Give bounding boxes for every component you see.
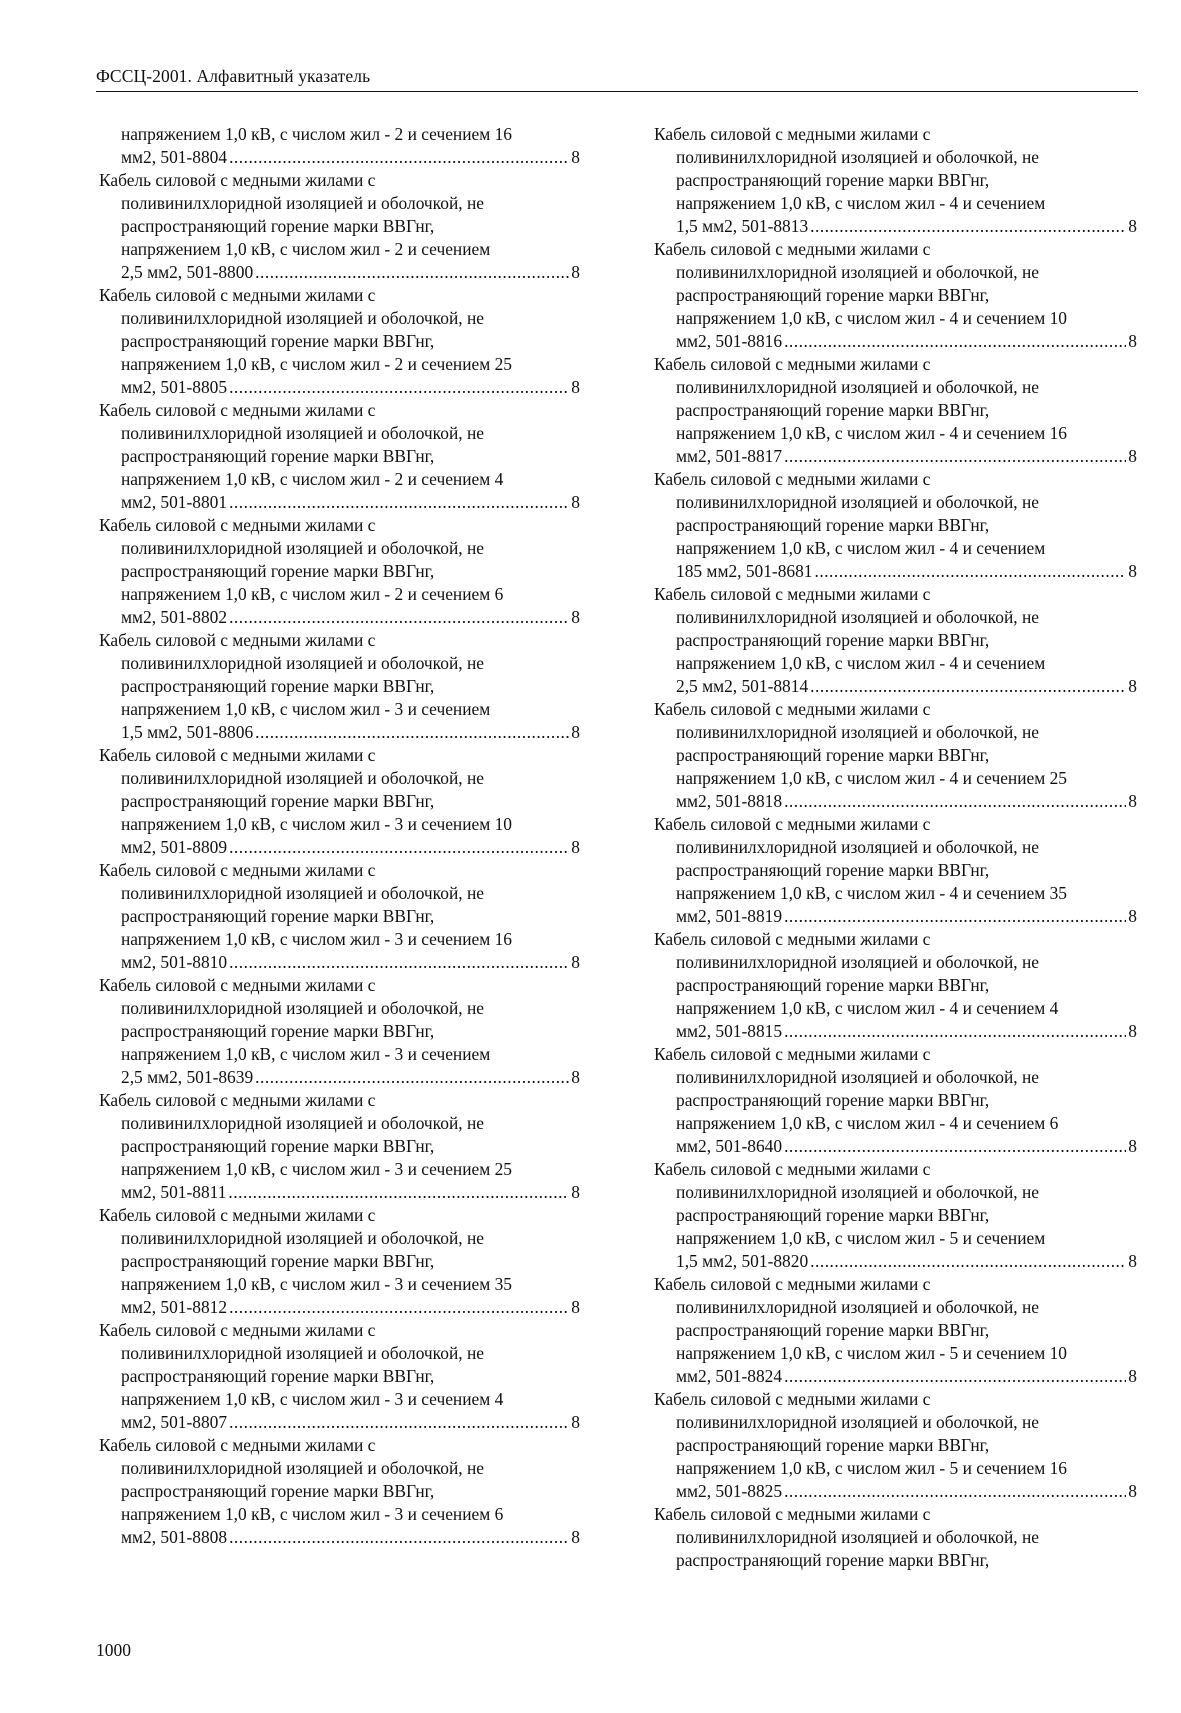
index-page-reference: 8 xyxy=(571,722,580,742)
index-page-reference: 8 xyxy=(1128,1021,1137,1041)
index-entry-last-line xyxy=(99,1066,580,1089)
index-entry-last-line xyxy=(654,1365,1137,1388)
index-page-reference: 8 xyxy=(571,837,580,857)
index-page-reference: 8 xyxy=(1128,1136,1137,1156)
index-entry-last-line xyxy=(654,330,1137,353)
index-entry-line: поливинилхлоридной изоляцией и оболочкой, не xyxy=(676,1297,1039,1317)
index-entry-line: Кабель силовой с медными жилами с xyxy=(654,699,931,719)
index-entry-code: мм2, 501-8812 xyxy=(121,1297,228,1317)
index-entry-last-line xyxy=(654,675,1137,698)
index-entry-line: распространяющий горение марки ВВГнг, xyxy=(676,1435,990,1455)
index-entry-line: поливинилхлоридной изоляцией и оболочкой, не xyxy=(676,837,1039,857)
index-entry-line: поливинилхлоридной изоляцией и оболочкой, не xyxy=(676,377,1039,397)
index-entry-line: напряжением 1,0 кВ, с числом жил - 4 и сечением xyxy=(676,653,1046,673)
dot-leader xyxy=(810,675,1126,698)
index-entry-line: напряжением 1,0 кВ, с числом жил - 4 и сечением 35 xyxy=(676,883,1067,903)
index-entry-line: распространяющий горение марки ВВГнг, xyxy=(676,745,990,765)
index-page-reference: 8 xyxy=(571,1527,580,1547)
index-entry xyxy=(654,353,1137,468)
index-entry-last-line xyxy=(99,376,580,399)
index-page-reference: 8 xyxy=(571,1297,580,1317)
index-entry xyxy=(654,238,1137,353)
index-entry-line: распространяющий горение марки ВВГнг, xyxy=(676,1090,990,1110)
index-page-reference: 8 xyxy=(1128,1366,1137,1386)
index-entry-line: поливинилхлоридной изоляцией и оболочкой, не xyxy=(121,1228,484,1248)
index-entry xyxy=(654,928,1137,1043)
index-entry-line: напряжением 1,0 кВ, с числом жил - 3 и сечением 35 xyxy=(121,1274,512,1294)
index-entry-code: мм2, 501-8810 xyxy=(121,952,228,972)
index-entry-code: мм2, 501-8804 xyxy=(121,147,228,167)
dot-leader xyxy=(229,491,569,514)
index-entry-last-line xyxy=(99,1411,580,1434)
index-entry-line: поливинилхлоридной изоляцией и оболочкой, не xyxy=(676,1067,1039,1087)
index-entry-line: напряжением 1,0 кВ, с числом жил - 5 и сечением xyxy=(676,1228,1046,1248)
index-page-reference: 8 xyxy=(571,607,580,627)
index-entry-code: мм2, 501-8640 xyxy=(676,1136,783,1156)
index-entry-line: Кабель силовой с медными жилами с xyxy=(99,515,376,535)
index-entry-line: напряжением 1,0 кВ, с числом жил - 2 и сечением xyxy=(121,239,491,259)
index-entry xyxy=(99,1319,580,1434)
index-entry-line: распространяющий горение марки ВВГнг, xyxy=(676,1550,990,1570)
index-entry-line: напряжением 1,0 кВ, с числом жил - 4 и сечением xyxy=(676,193,1046,213)
index-entry-line: распространяющий горение марки ВВГнг, xyxy=(121,791,435,811)
index-entry-line: напряжением 1,0 кВ, с числом жил - 2 и сечением 25 xyxy=(121,354,512,374)
index-entry-last-line xyxy=(99,721,580,744)
index-entry-line: распространяющий горение марки ВВГнг, xyxy=(121,1366,435,1386)
index-page-reference: 8 xyxy=(1128,216,1137,236)
index-entry xyxy=(654,468,1137,583)
index-entry-line: распространяющий горение марки ВВГнг, xyxy=(121,561,435,581)
index-page-reference: 8 xyxy=(571,1182,580,1202)
index-entry-line: поливинилхлоридной изоляцией и оболочкой, не xyxy=(121,538,484,558)
index-entry xyxy=(99,974,580,1089)
index-entry-line: Кабель силовой с медными жилами с xyxy=(99,860,376,880)
index-entry xyxy=(99,169,580,284)
dot-leader xyxy=(255,1066,569,1089)
index-entry xyxy=(654,813,1137,928)
index-page-reference: 8 xyxy=(1128,676,1137,696)
index-entry-line: распространяющий горение марки ВВГнг, xyxy=(121,446,435,466)
index-entry-line: поливинилхлоридной изоляцией и оболочкой, не xyxy=(121,308,484,328)
index-entry-last-line xyxy=(654,1480,1137,1503)
index-entry-code: мм2, 501-8808 xyxy=(121,1527,228,1547)
index-entry xyxy=(99,399,580,514)
index-entry-line: напряжением 1,0 кВ, с числом жил - 4 и сечением 6 xyxy=(676,1113,1059,1133)
index-entry-code: мм2, 501-8824 xyxy=(676,1366,783,1386)
header-rule xyxy=(96,91,1138,92)
index-entry-code: мм2, 501-8805 xyxy=(121,377,228,397)
index-entry-line: поливинилхлоридной изоляцией и оболочкой, не xyxy=(676,952,1039,972)
index-entry-last-line xyxy=(99,1296,580,1319)
index-entry-line: напряжением 1,0 кВ, с числом жил - 3 и сечением xyxy=(121,699,491,719)
index-entry-last-line xyxy=(654,1020,1137,1043)
dot-leader xyxy=(229,1296,569,1319)
dot-leader xyxy=(255,261,569,284)
index-entry-line: поливинилхлоридной изоляцией и оболочкой, не xyxy=(676,1527,1039,1547)
index-entry-code: 1,5 мм2, 501-8813 xyxy=(676,216,809,236)
index-entry-last-line xyxy=(99,1526,580,1549)
index-entry-code: мм2, 501-8807 xyxy=(121,1412,228,1432)
index-entry xyxy=(99,629,580,744)
index-entry-line: напряжением 1,0 кВ, с числом жил - 3 и сечением 6 xyxy=(121,1504,504,1524)
index-entry-line: напряжением 1,0 кВ, с числом жил - 4 и сечением xyxy=(676,538,1046,558)
dot-leader xyxy=(255,721,569,744)
index-entry-line: напряжением 1,0 кВ, с числом жил - 3 и сечением 10 xyxy=(121,814,512,834)
index-entry-last-line xyxy=(99,261,580,284)
index-entry-line: напряжением 1,0 кВ, с числом жил - 2 и сечением 16 xyxy=(121,124,512,144)
dot-leader xyxy=(810,215,1126,238)
index-entry xyxy=(654,698,1137,813)
index-entry-line: Кабель силовой с медными жилами с xyxy=(654,239,931,259)
index-entry-code: мм2, 501-8801 xyxy=(121,492,228,512)
index-page-reference: 8 xyxy=(571,377,580,397)
index-entry xyxy=(99,1434,580,1549)
index-entry-last-line xyxy=(99,951,580,974)
index-entry-code: 2,5 мм2, 501-8800 xyxy=(121,262,254,282)
index-entry-code: мм2, 501-8816 xyxy=(676,331,783,351)
index-entry-last-line xyxy=(654,790,1137,813)
index-entry-line: Кабель силовой с медными жилами с xyxy=(654,469,931,489)
index-entry-line: Кабель силовой с медными жилами с xyxy=(99,975,376,995)
index-entry-code: 185 мм2, 501-8681 xyxy=(676,561,813,581)
index-entry-line: Кабель силовой с медными жилами с xyxy=(654,1159,931,1179)
index-entry-code: 2,5 мм2, 501-8814 xyxy=(676,676,809,696)
index-entry-line: напряжением 1,0 кВ, с числом жил - 4 и сечением 10 xyxy=(676,308,1067,328)
index-entry-last-line xyxy=(654,215,1137,238)
index-entry-line: Кабель силовой с медными жилами с xyxy=(99,745,376,765)
index-entry-line: распространяющий горение марки ВВГнг, xyxy=(121,1251,435,1271)
index-page-reference: 8 xyxy=(571,262,580,282)
index-entry-line: Кабель силовой с медными жилами с xyxy=(654,124,931,144)
dot-leader xyxy=(229,1526,569,1549)
index-entry-line: напряжением 1,0 кВ, с числом жил - 5 и сечением 10 xyxy=(676,1343,1067,1363)
index-entry-line: поливинилхлоридной изоляцией и оболочкой, не xyxy=(121,998,484,1018)
index-entry xyxy=(99,744,580,859)
index-page-reference: 8 xyxy=(1128,1251,1137,1271)
index-column-right xyxy=(654,123,1137,1572)
index-entry-code: мм2, 501-8819 xyxy=(676,906,783,926)
index-entry xyxy=(99,284,580,399)
index-entry xyxy=(99,859,580,974)
index-entry-line: напряжением 1,0 кВ, с числом жил - 4 и сечением 25 xyxy=(676,768,1067,788)
index-page-reference: 8 xyxy=(571,1412,580,1432)
index-entry-code: мм2, 501-8811 xyxy=(121,1182,227,1202)
dot-leader xyxy=(815,560,1127,583)
index-entry-line: напряжением 1,0 кВ, с числом жил - 3 и сечением 25 xyxy=(121,1159,512,1179)
index-entry-code: 1,5 мм2, 501-8820 xyxy=(676,1251,809,1271)
index-entry xyxy=(654,1273,1137,1388)
index-page-reference: 8 xyxy=(1128,791,1137,811)
index-entry-line: напряжением 1,0 кВ, с числом жил - 4 и сечением 4 xyxy=(676,998,1059,1018)
index-entry-line: напряжением 1,0 кВ, с числом жил - 3 и сечением xyxy=(121,1044,491,1064)
index-entry-line: распространяющий горение марки ВВГнг, xyxy=(676,630,990,650)
index-entry-line: Кабель силовой с медными жилами с xyxy=(654,814,931,834)
index-entry-line: поливинилхлоридной изоляцией и оболочкой, не xyxy=(121,883,484,903)
index-entry-last-line xyxy=(654,1135,1137,1158)
index-entry-line: поливинилхлоридной изоляцией и оболочкой, не xyxy=(676,722,1039,742)
running-header: ФССЦ-2001. Алфавитный указатель xyxy=(96,66,371,86)
index-page-reference: 8 xyxy=(1128,331,1137,351)
dot-leader xyxy=(784,905,1126,928)
index-entry-line: распространяющий горение марки ВВГнг, xyxy=(121,906,435,926)
dot-leader xyxy=(229,376,569,399)
index-entry-line: Кабель силовой с медными жилами с xyxy=(99,1320,376,1340)
index-page-reference: 8 xyxy=(571,1067,580,1087)
dot-leader xyxy=(784,1480,1126,1503)
dot-leader xyxy=(784,790,1126,813)
index-entry-line: распространяющий горение марки ВВГнг, xyxy=(121,1021,435,1041)
index-entry-code: 2,5 мм2, 501-8639 xyxy=(121,1067,254,1087)
index-entry-line: поливинилхлоридной изоляцией и оболочкой, не xyxy=(676,262,1039,282)
index-entry-line: распространяющий горение марки ВВГнг, xyxy=(676,975,990,995)
index-entry-line: Кабель силовой с медными жилами с xyxy=(654,1044,931,1064)
index-entry-code: мм2, 501-8825 xyxy=(676,1481,783,1501)
index-entry-last-line xyxy=(99,1181,580,1204)
index-entry-line: распространяющий горение марки ВВГнг, xyxy=(676,1320,990,1340)
dot-leader xyxy=(784,1135,1126,1158)
index-entry-line: Кабель силовой с медными жилами с xyxy=(654,1274,931,1294)
dot-leader xyxy=(784,330,1126,353)
index-entry-line: Кабель силовой с медными жилами с xyxy=(99,1205,376,1225)
index-entry-line: Кабель силовой с медными жилами с xyxy=(99,1090,376,1110)
index-entry-line: Кабель силовой с медными жилами с xyxy=(99,1435,376,1455)
index-entry-last-line xyxy=(654,905,1137,928)
dot-leader xyxy=(229,146,569,169)
index-entry-line: распространяющий горение марки ВВГнг, xyxy=(676,515,990,535)
dot-leader xyxy=(784,445,1126,468)
index-entry xyxy=(654,583,1137,698)
dot-leader xyxy=(229,951,569,974)
dot-leader xyxy=(784,1365,1126,1388)
index-page-reference: 8 xyxy=(1128,1481,1137,1501)
index-page-reference: 8 xyxy=(571,952,580,972)
index-entry-line: поливинилхлоридной изоляцией и оболочкой, не xyxy=(676,147,1039,167)
index-entry-line: Кабель силовой с медными жилами с xyxy=(654,1504,931,1524)
index-entry-line: поливинилхлоридной изоляцией и оболочкой, не xyxy=(121,1343,484,1363)
index-entry-line: напряжением 1,0 кВ, с числом жил - 5 и сечением 16 xyxy=(676,1458,1067,1478)
index-entry-line: распространяющий горение марки ВВГнг, xyxy=(676,400,990,420)
index-entry xyxy=(654,1503,1137,1572)
index-entry-last-line xyxy=(654,1250,1137,1273)
index-page-reference: 8 xyxy=(571,147,580,167)
page-number: 1000 xyxy=(96,1640,131,1660)
index-entry xyxy=(654,1043,1137,1158)
index-entry-line: напряжением 1,0 кВ, с числом жил - 3 и сечением 4 xyxy=(121,1389,504,1409)
index-entry-line: поливинилхлоридной изоляцией и оболочкой, не xyxy=(121,653,484,673)
index-entry xyxy=(654,123,1137,238)
index-entry-line: поливинилхлоридной изоляцией и оболочкой, не xyxy=(676,492,1039,512)
index-entry xyxy=(99,123,580,169)
index-entry-line: Кабель силовой с медными жилами с xyxy=(99,285,376,305)
index-entry-line: Кабель силовой с медными жилами с xyxy=(99,170,376,190)
index-entry-line: распространяющий горение марки ВВГнг, xyxy=(676,860,990,880)
index-entry xyxy=(654,1388,1137,1503)
index-entry-line: распространяющий горение марки ВВГнг, xyxy=(121,331,435,351)
index-page-reference: 8 xyxy=(1128,906,1137,926)
index-entry xyxy=(99,1089,580,1204)
index-entry-line: напряжением 1,0 кВ, с числом жил - 2 и сечением 6 xyxy=(121,584,504,604)
index-entry-last-line xyxy=(99,491,580,514)
dot-leader xyxy=(229,606,569,629)
index-entry-code: 1,5 мм2, 501-8806 xyxy=(121,722,254,742)
index-entry-line: распространяющий горение марки ВВГнг, xyxy=(121,1136,435,1156)
index-entry-code: мм2, 501-8809 xyxy=(121,837,228,857)
index-entry-line: Кабель силовой с медными жилами с xyxy=(654,929,931,949)
index-entry-line: напряжением 1,0 кВ, с числом жил - 4 и сечением 16 xyxy=(676,423,1067,443)
index-entry-line: Кабель силовой с медными жилами с xyxy=(99,400,376,420)
index-entry xyxy=(99,514,580,629)
index-entry-code: мм2, 501-8817 xyxy=(676,446,783,466)
index-entry-last-line xyxy=(654,560,1137,583)
index-entry-line: распространяющий горение марки ВВГнг, xyxy=(676,285,990,305)
index-entry-last-line xyxy=(99,146,580,169)
index-page-reference: 8 xyxy=(571,492,580,512)
index-entry-line: поливинилхлоридной изоляцией и оболочкой, не xyxy=(676,1182,1039,1202)
index-entry-line: поливинилхлоридной изоляцией и оболочкой, не xyxy=(676,607,1039,627)
index-page-reference: 8 xyxy=(1128,561,1137,581)
index-entry-line: распространяющий горение марки ВВГнг, xyxy=(121,1481,435,1501)
index-entry-line: распространяющий горение марки ВВГнг, xyxy=(121,676,435,696)
index-entry-last-line xyxy=(654,445,1137,468)
index-entry-line: Кабель силовой с медными жилами с xyxy=(654,584,931,604)
index-entry-line: напряжением 1,0 кВ, с числом жил - 2 и сечением 4 xyxy=(121,469,504,489)
index-entry-line: Кабель силовой с медными жилами с xyxy=(99,630,376,650)
index-entry xyxy=(654,1158,1137,1273)
index-entry-code: мм2, 501-8818 xyxy=(676,791,783,811)
index-entry-line: поливинилхлоридной изоляцией и оболочкой, не xyxy=(121,423,484,443)
index-entry-line: распространяющий горение марки ВВГнг, xyxy=(121,216,435,236)
index-entry-line: распространяющий горение марки ВВГнг, xyxy=(676,1205,990,1225)
index-entry-last-line xyxy=(99,606,580,629)
dot-leader xyxy=(784,1020,1126,1043)
index-entry-line: поливинилхлоридной изоляцией и оболочкой, не xyxy=(121,1113,484,1133)
index-entry-last-line xyxy=(99,836,580,859)
index-entry-line: поливинилхлоридной изоляцией и оболочкой, не xyxy=(121,768,484,788)
index-entry xyxy=(99,1204,580,1319)
dot-leader xyxy=(810,1250,1126,1273)
index-entry-line: поливинилхлоридной изоляцией и оболочкой, не xyxy=(676,1412,1039,1432)
index-entry-line: Кабель силовой с медными жилами с xyxy=(654,1389,931,1409)
index-entry-line: напряжением 1,0 кВ, с числом жил - 3 и сечением 16 xyxy=(121,929,512,949)
index-entry-code: мм2, 501-8815 xyxy=(676,1021,783,1041)
dot-leader xyxy=(228,1181,569,1204)
index-entry-line: поливинилхлоридной изоляцией и оболочкой, не xyxy=(121,1458,484,1478)
index-entry-code: мм2, 501-8802 xyxy=(121,607,228,627)
index-entry-line: распространяющий горение марки ВВГнг, xyxy=(676,170,990,190)
index-column-left xyxy=(99,123,580,1549)
index-entry-line: поливинилхлоридной изоляцией и оболочкой, не xyxy=(121,193,484,213)
dot-leader xyxy=(229,836,569,859)
index-entry-line: Кабель силовой с медными жилами с xyxy=(654,354,931,374)
index-page-reference: 8 xyxy=(1128,446,1137,466)
dot-leader xyxy=(229,1411,569,1434)
